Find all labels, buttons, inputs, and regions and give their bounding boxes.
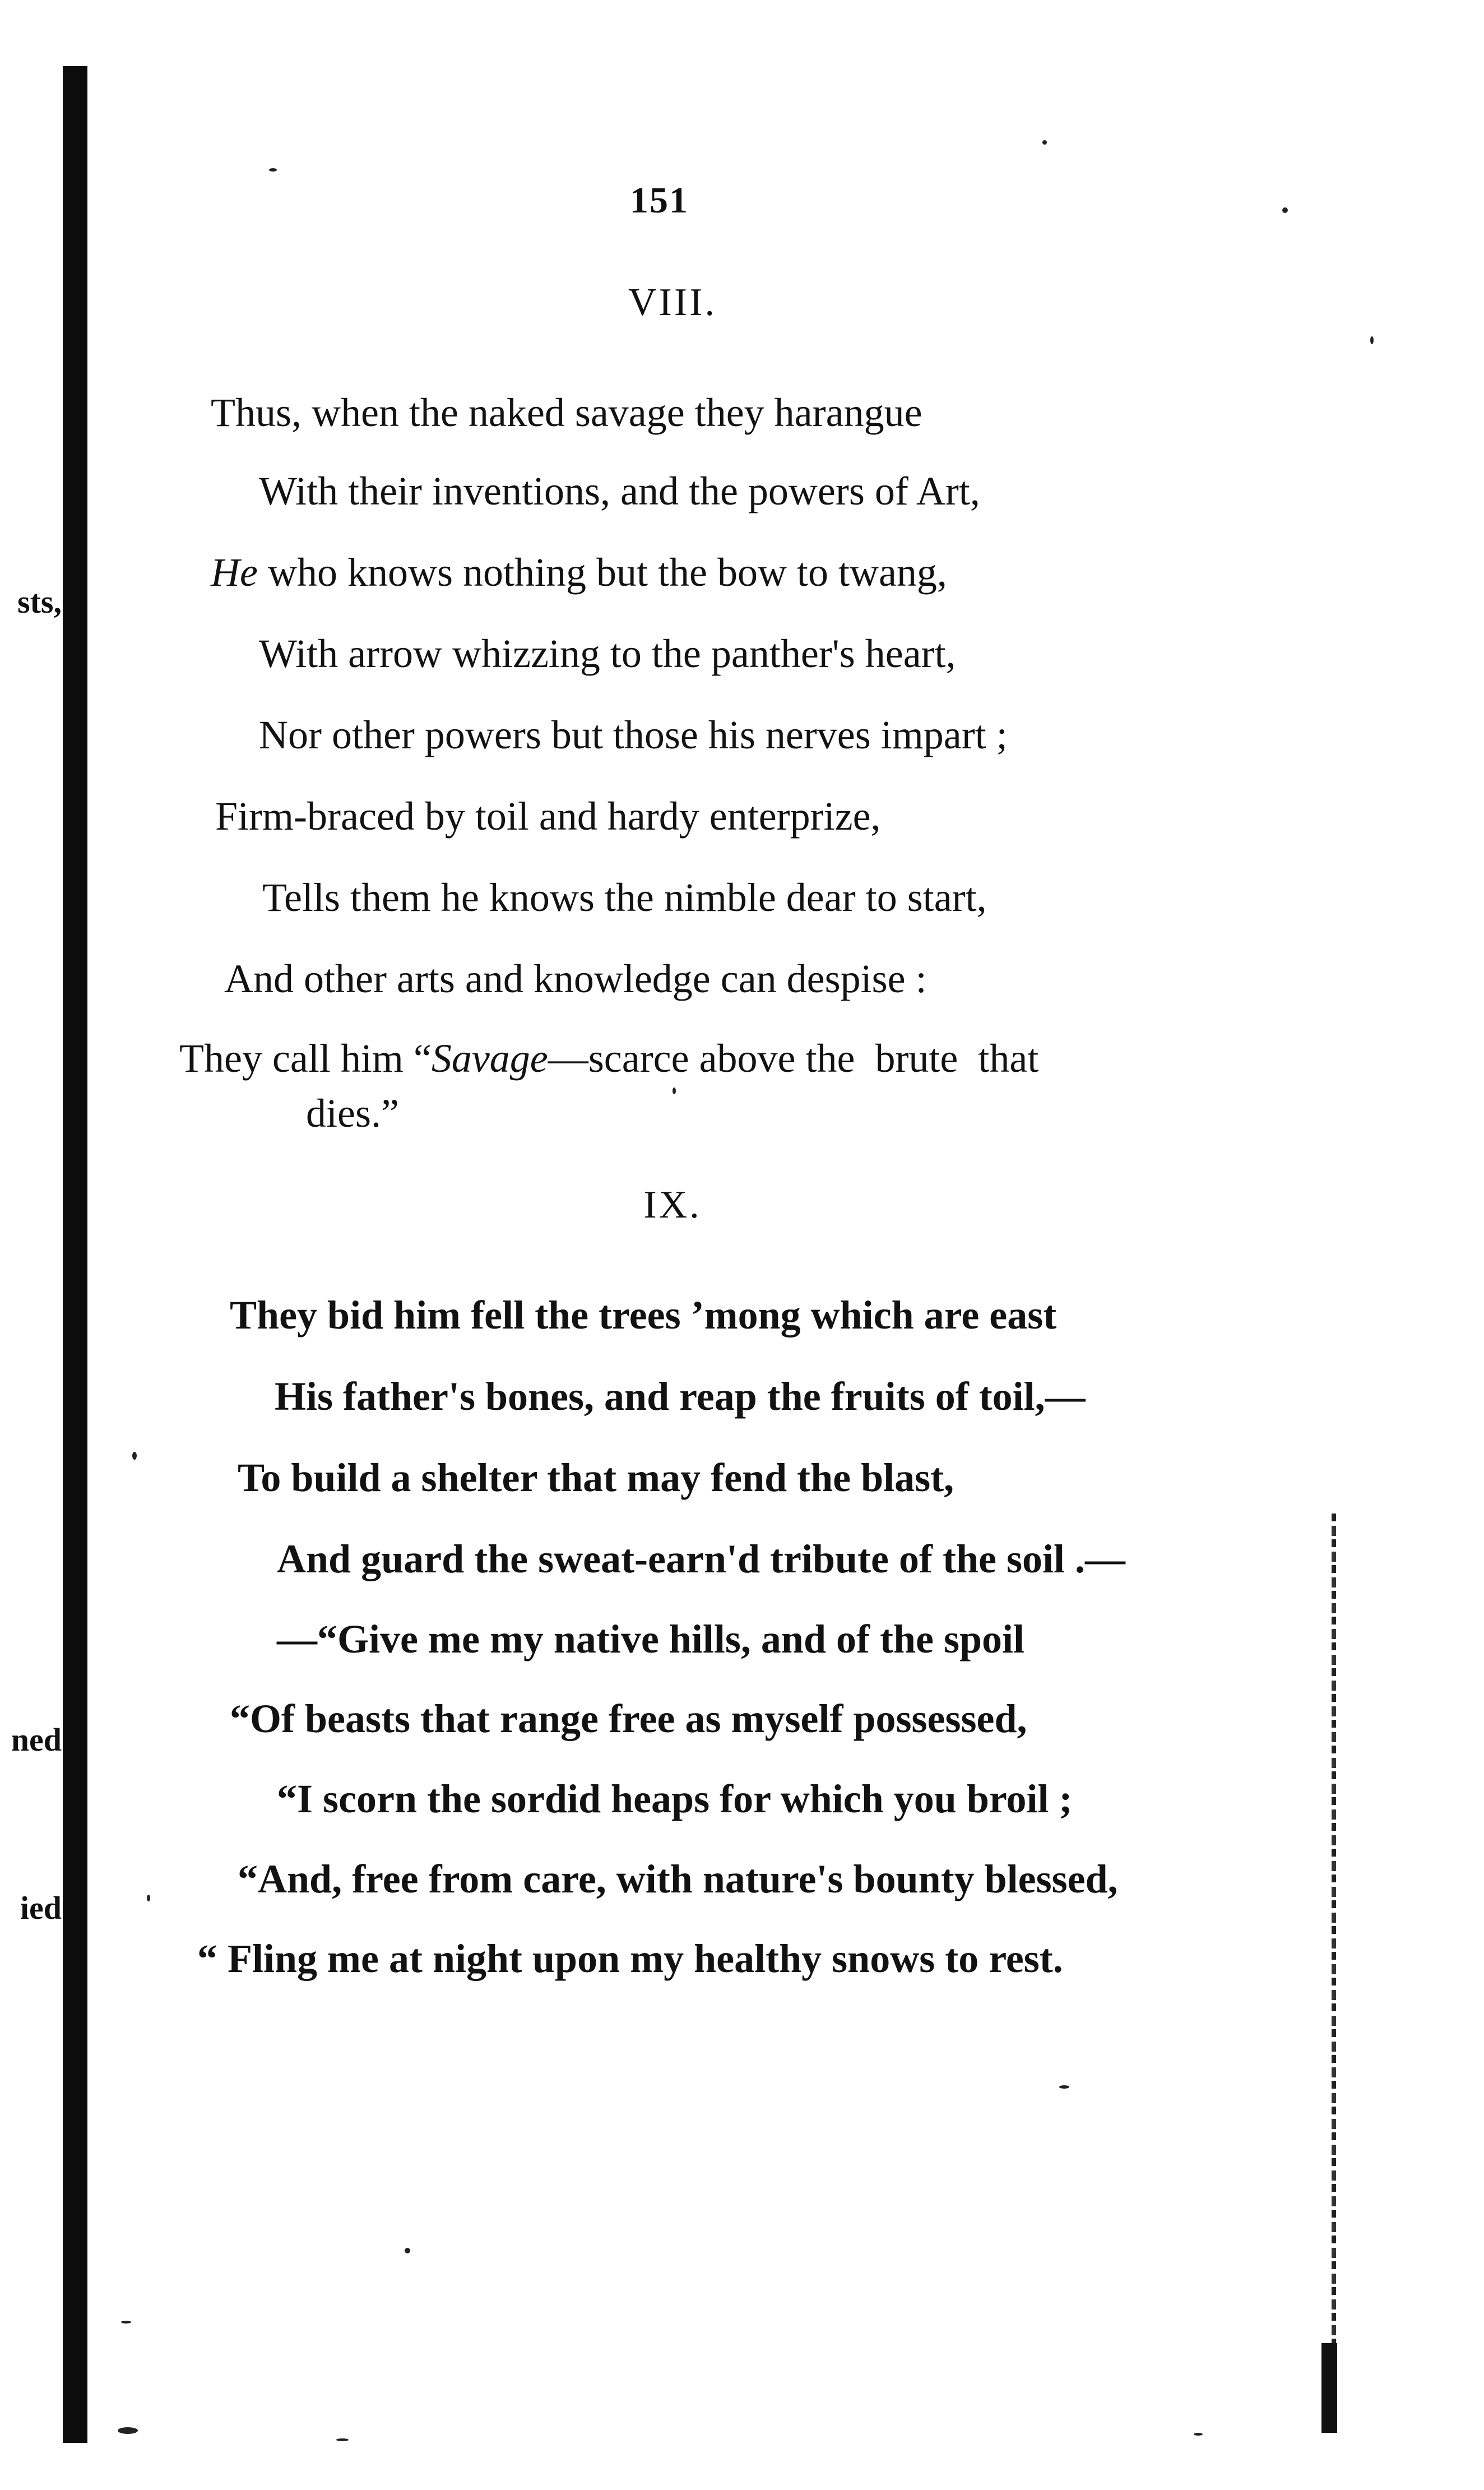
verse-line: Thus, when the naked savage they harangue	[211, 390, 922, 435]
speck	[1194, 2433, 1203, 2436]
speck	[269, 168, 277, 172]
verse-line: “ Fling me at night upon my healthy snows to rest.	[197, 1936, 1063, 1981]
verse-line: They bid him fell the trees ’mong which are east	[230, 1293, 1057, 1337]
verse-line: And guard the sweat-earn'd tribute of the soil .—	[277, 1536, 1125, 1581]
verse-line: His father's bones, and reap the fruits of toil,—	[275, 1374, 1086, 1419]
verse-line: “And, free from care, with nature's bounty blessed,	[238, 1857, 1118, 1901]
speck	[1059, 2085, 1069, 2089]
page-edge-foot	[1321, 2343, 1337, 2433]
verse-line: “Of beasts that range free as myself possessed,	[230, 1696, 1027, 1741]
speck	[336, 2438, 349, 2441]
italic-word: He	[211, 550, 258, 595]
speck	[132, 1452, 137, 1460]
speck	[673, 1087, 676, 1094]
page-edge-shadow	[1332, 1514, 1336, 2388]
speck	[118, 2427, 138, 2434]
page-number: 151	[630, 180, 689, 221]
verse-line	[179, 1038, 1038, 1079]
speck	[405, 2248, 410, 2253]
verse-text: They call him “	[179, 1036, 432, 1081]
verse-line: And other arts and knowledge can despise :	[224, 956, 927, 1001]
verse-text: —scarce above the brute that	[548, 1036, 1039, 1081]
verse-line: Tells them he knows the nimble dear to start,	[262, 875, 987, 920]
margin-fragment: ied	[20, 1890, 62, 1926]
verse-line: Nor other powers but those his nerves impart ;	[259, 712, 1008, 757]
speck	[1370, 336, 1374, 344]
verse-line: With their inventions, and the powers of Art,	[259, 469, 980, 513]
speck	[1282, 207, 1288, 213]
stanza-heading: VIII.	[628, 281, 717, 324]
margin-fragment: sts,	[17, 584, 62, 620]
verse-line: Firm-braced by toil and hardy enterprize,	[215, 794, 881, 839]
stanza-heading: IX.	[643, 1183, 702, 1227]
speck	[121, 2321, 131, 2324]
margin-fragment: ned	[11, 1721, 62, 1758]
verse-text: who knows nothing but the bow to twang,	[257, 550, 947, 595]
verse-line: With arrow whizzing to the panther's heart,	[259, 631, 956, 676]
speck	[1042, 140, 1047, 145]
speck	[147, 1895, 150, 1901]
verse-line	[211, 552, 947, 593]
verse-line: —“Give me my native hills, and of the spoil	[277, 1617, 1025, 1661]
binding-gutter	[63, 66, 87, 2443]
verse-line: dies.”	[306, 1091, 399, 1136]
verse-line: “I scorn the sordid heaps for which you broil ;	[277, 1776, 1073, 1821]
italic-word: Savage	[431, 1036, 548, 1081]
verse-line: To build a shelter that may fend the blast,	[238, 1455, 954, 1500]
